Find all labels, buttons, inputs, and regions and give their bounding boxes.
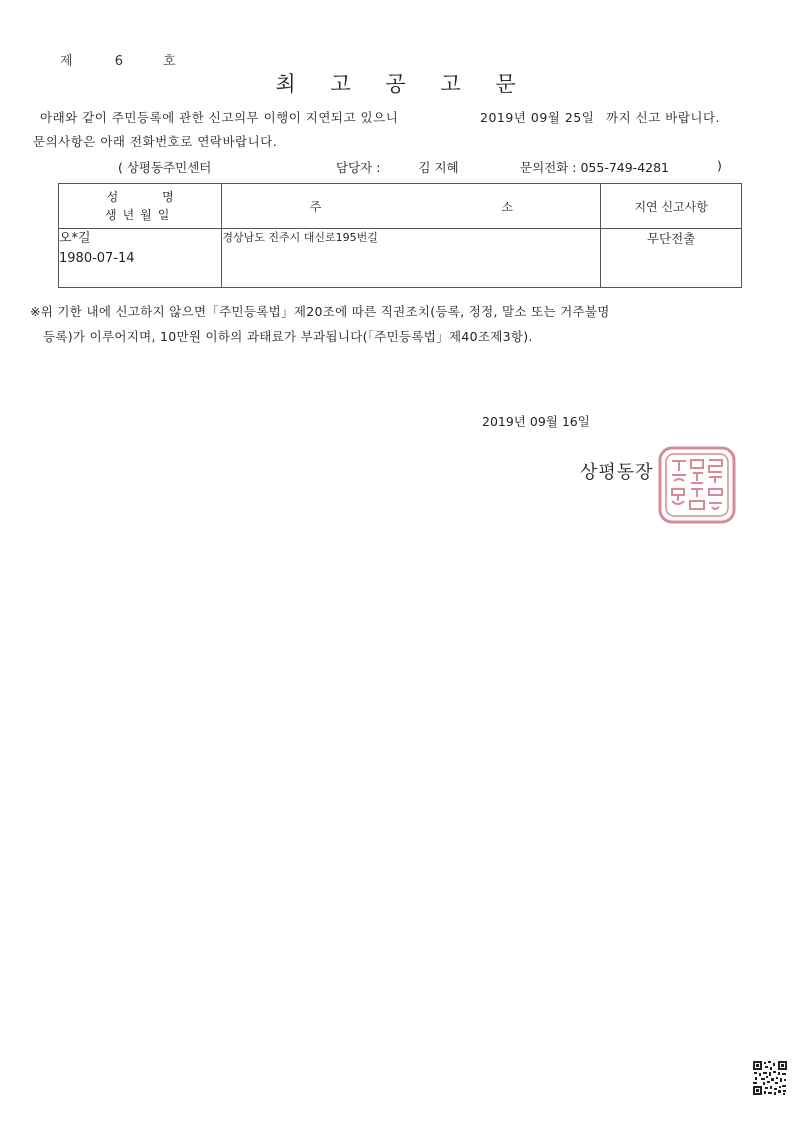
header-item: 지연 신고사항 [601, 184, 742, 229]
doc-number-value: 6 [114, 54, 123, 69]
header-name-birth [59, 184, 222, 229]
notice-line-1: ※위 기한 내에 신고하지 않으면「주민등록법」제20조에 따른 직권조치(등록, 정정, 말소 또는 거주불명 [30, 304, 610, 319]
person-table [58, 183, 742, 288]
header-address-1: 주 [309, 199, 322, 214]
manager-info [336, 158, 459, 176]
manager-label: 담당자 : [336, 160, 381, 175]
deadline-date: 2019년 09월 25일 [480, 110, 595, 125]
issue-date: 2019년 09월 16일 [482, 414, 590, 429]
person-birth: 1980-07-14 [59, 251, 135, 266]
manager-name: 김 지혜 [418, 160, 459, 175]
title-char: 고 [440, 72, 463, 96]
signer-title: 상평동장 [580, 462, 654, 483]
official-seal-icon [657, 445, 737, 525]
intro-tail: 까지 신고 바랍니다. [606, 110, 721, 125]
table-header-row [59, 184, 742, 229]
page-title [0, 68, 793, 98]
intro-line [40, 108, 721, 126]
header-address [222, 184, 601, 229]
person-address: 경상남도 진주시 대신로195번길 [222, 229, 601, 288]
phone-number: 문의전화 : 055-749-4281 [520, 160, 670, 175]
header-address-2: 소 [501, 199, 513, 214]
title-char: 최 [275, 72, 298, 96]
contact-instruction: 문의사항은 아래 전화번호로 연락바랍니다. [33, 134, 278, 149]
table-row [59, 229, 742, 288]
title-char: 문 [495, 72, 518, 96]
contact-close-paren: ) [717, 158, 722, 173]
document-number [60, 50, 176, 69]
doc-number-prefix: 제 [60, 54, 73, 69]
header-birth: 생년월일 [104, 208, 176, 222]
title-char: 공 [385, 72, 408, 96]
header-name: 성명 [106, 190, 218, 204]
person-name: 오*길 [59, 231, 91, 246]
title-char: 고 [330, 72, 353, 96]
qr-code-icon [752, 1060, 788, 1096]
intro-text: 아래와 같이 주민등록에 관한 신고의무 이행이 지연되고 있으니 [40, 110, 399, 125]
office-name: ( 상평동주민센터 [118, 160, 212, 175]
doc-number-suffix: 호 [163, 54, 176, 69]
person-item: 무단전출 [601, 229, 742, 288]
notice-line-2: 등록)가 이루어지며, 10만원 이하의 과태료가 부과됩니다(「주민등록법」제40조제3항). [43, 329, 533, 344]
person-cell [59, 229, 222, 288]
